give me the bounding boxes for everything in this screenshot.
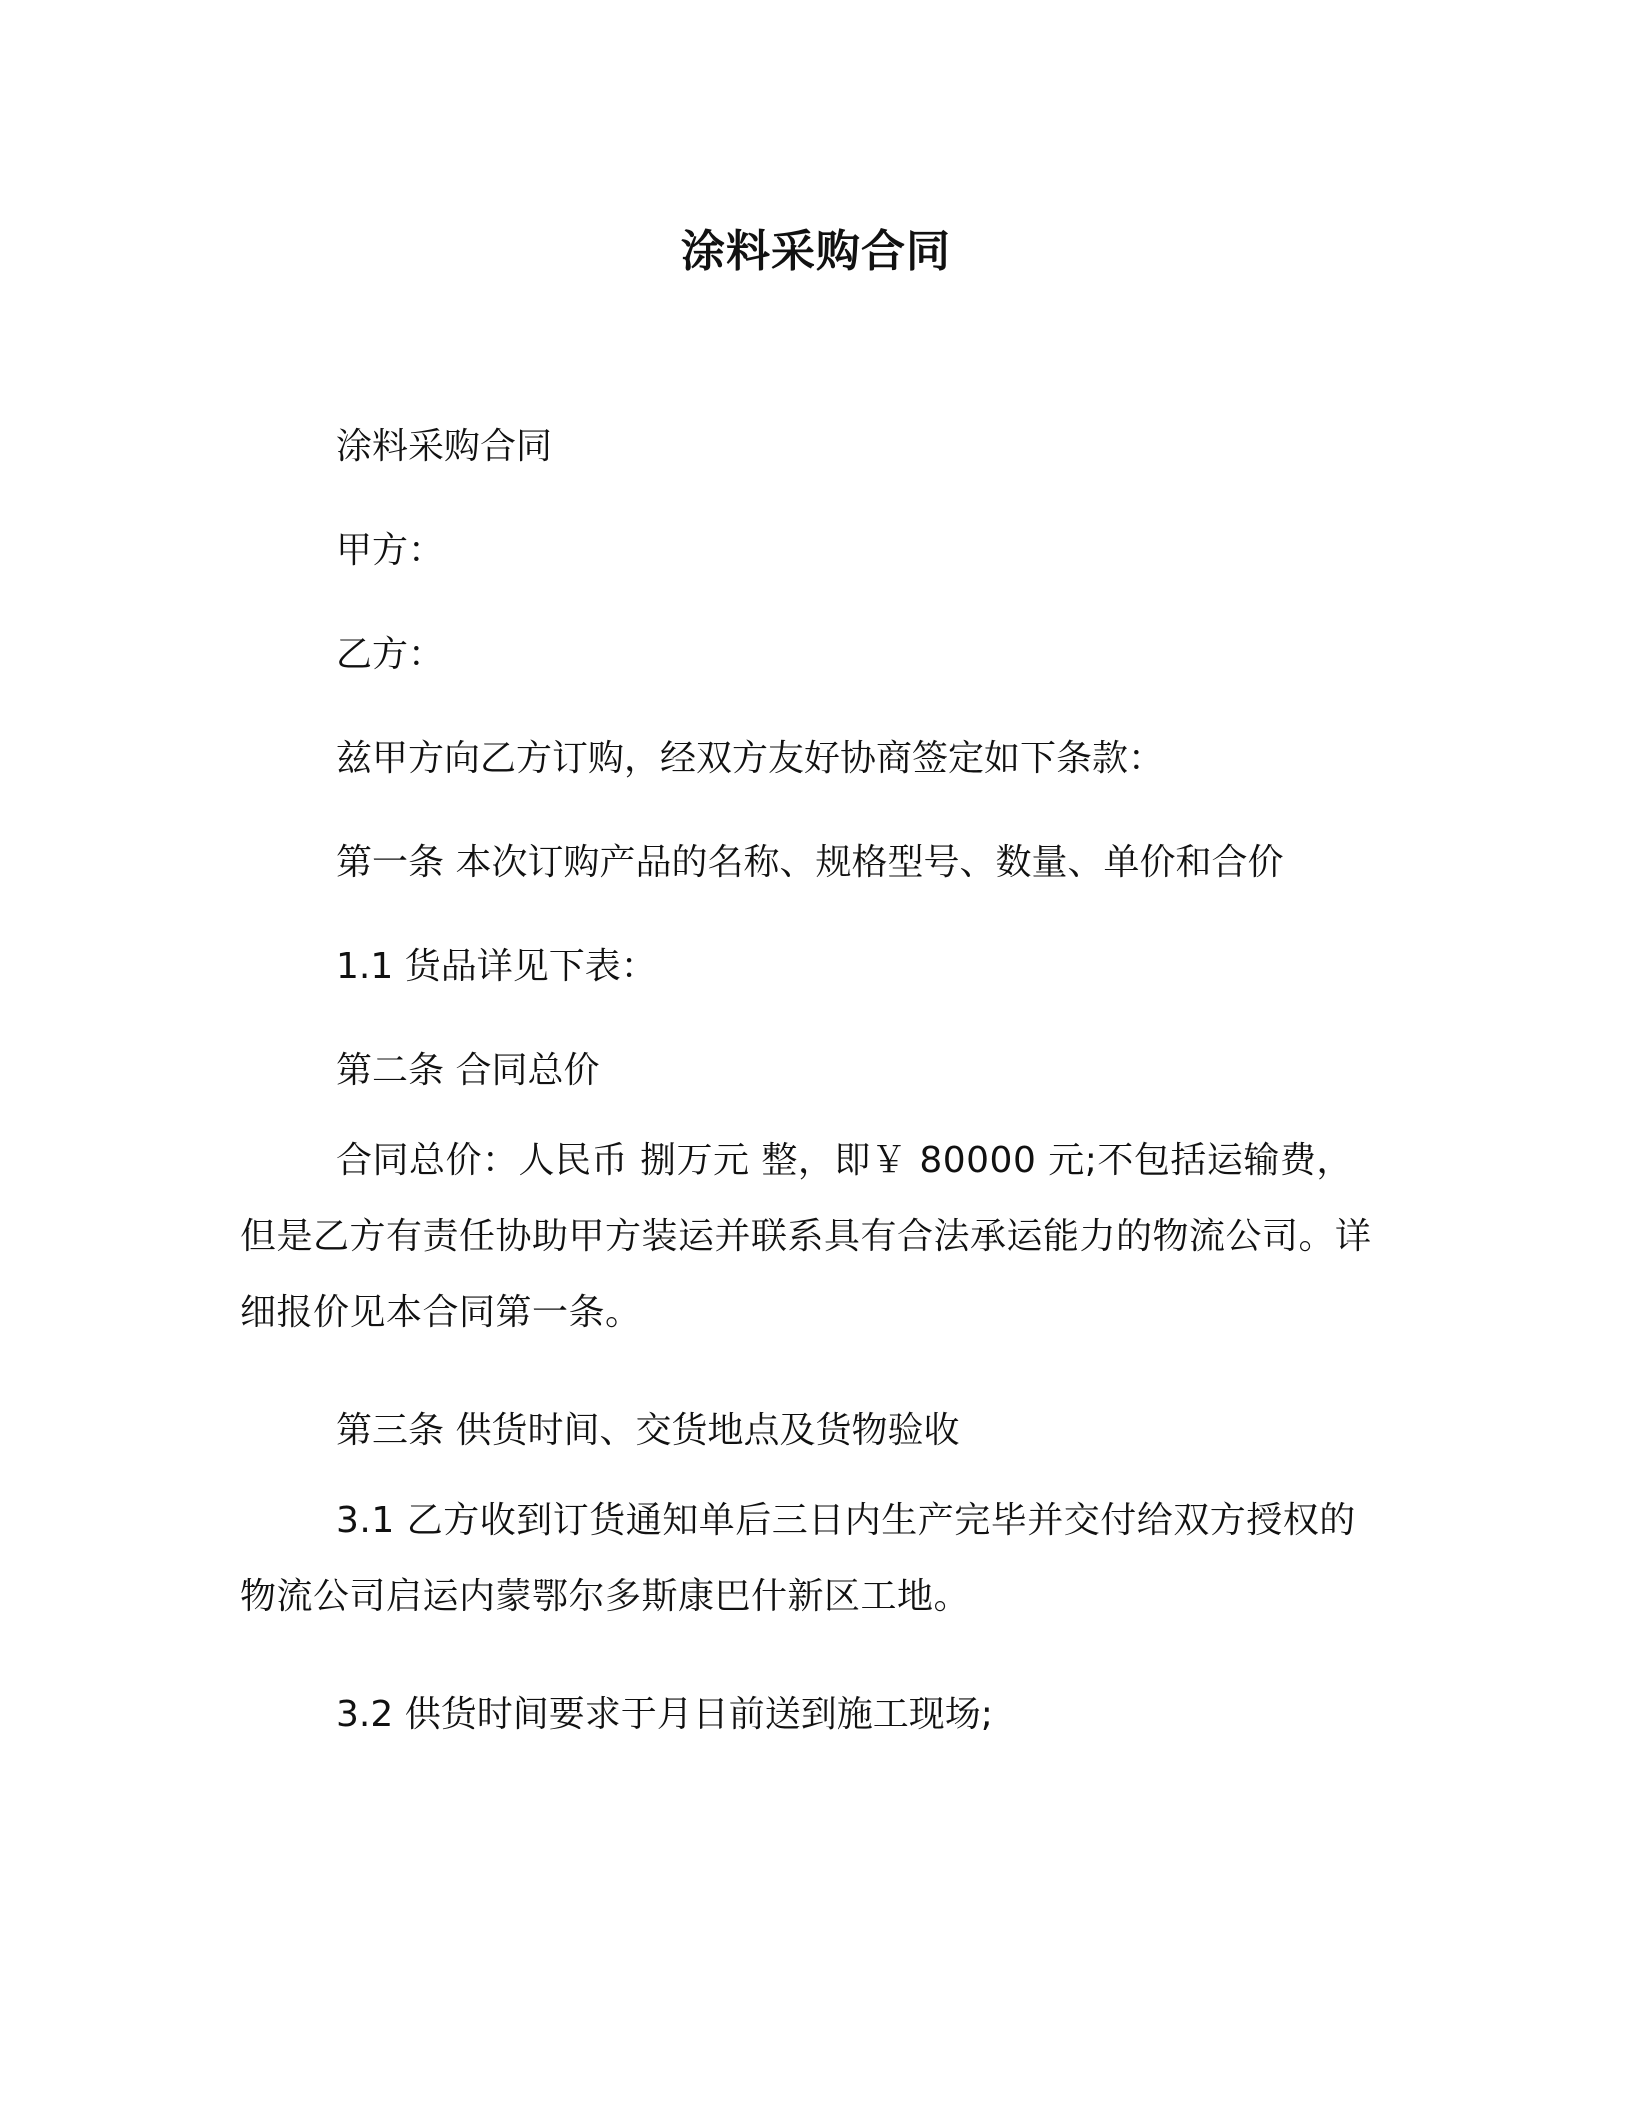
- clause-1-1: 1.1 货品详见下表：: [336, 946, 657, 987]
- party-a-line: 甲方：: [336, 530, 445, 571]
- party-b-line: 乙方：: [336, 634, 445, 675]
- paragraph-heading-repeat: 涂料采购合同: [336, 426, 553, 467]
- clause-3-2: 3.2 供货时间要求于月日前送到施工现场;: [336, 1694, 993, 1735]
- article-two-heading: 第二条 合同总价: [336, 1050, 600, 1091]
- total-price-paragraph: 合同总价：人民币 捌万元 整，即￥ 80000 元;不包括运输费，但是乙方有责任协助甲方装运并联系具有合法承运能力的物流公司。详细报价见本合同第一条。: [240, 1140, 1372, 1333]
- intro-paragraph: 兹甲方向乙方订购，经双方友好协商签定如下条款：: [336, 738, 1165, 779]
- document-title: 涂料采购合同: [681, 226, 951, 277]
- document-body: [240, 395, 1380, 1767]
- article-three-heading: 第三条 供货时间、交货地点及货物验收: [336, 1410, 960, 1451]
- article-one-heading: 第一条 本次订购产品的名称、规格型号、数量、单价和合价: [336, 842, 1284, 883]
- clause-3-1: 3.1 乙方收到订货通知单后三日内生产完毕并交付给双方授权的物流公司启运内蒙鄂尔多斯康巴什新区工地。: [240, 1500, 1356, 1617]
